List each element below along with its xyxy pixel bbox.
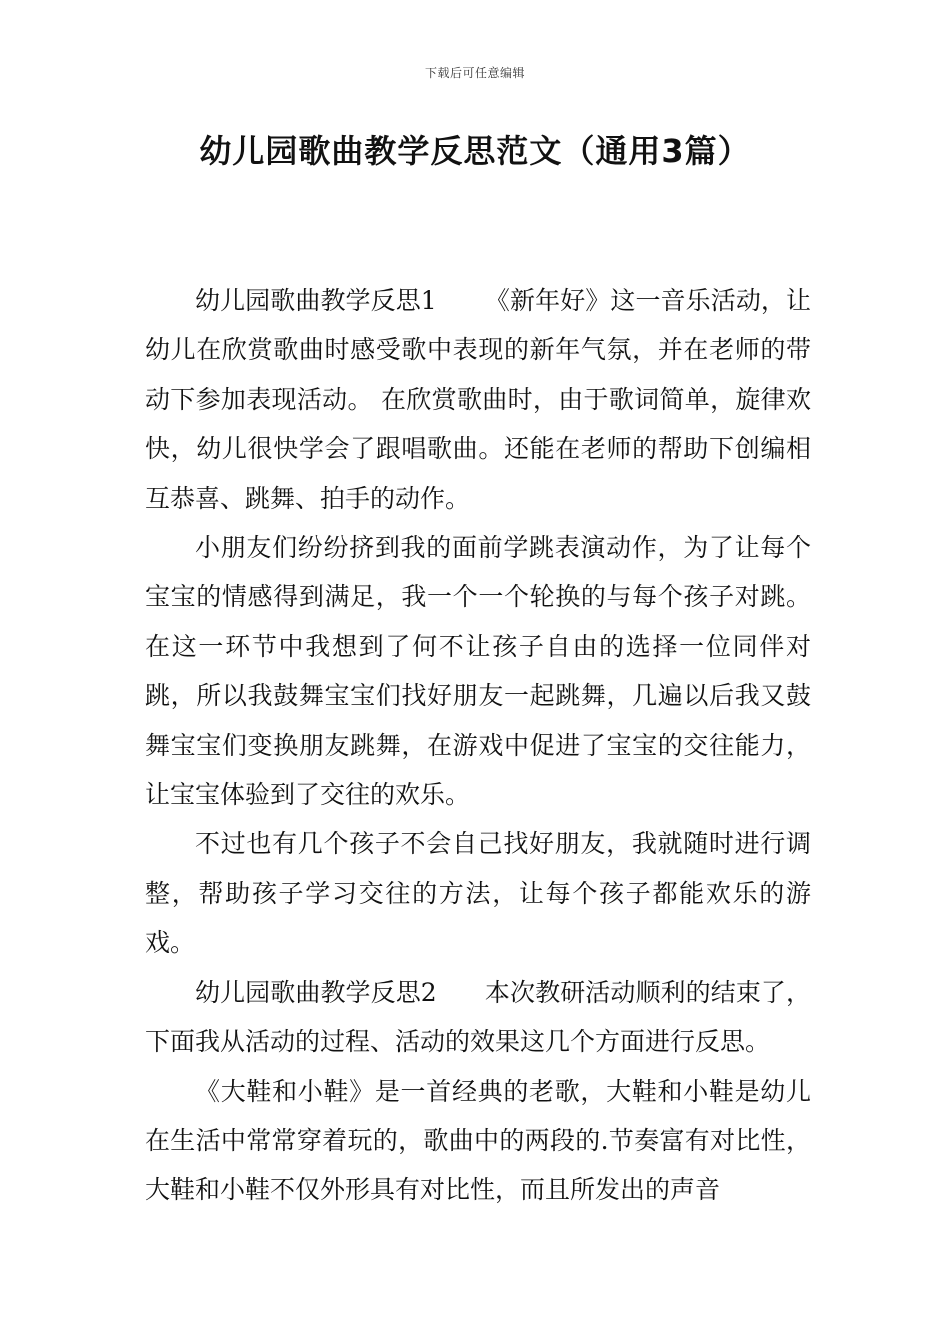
document-title: 幼儿园歌曲教学反思范文（通用3篇） — [199, 132, 751, 170]
paragraph-3: 不过也有几个孩子不会自己找好朋友，我就随时进行调整，帮助孩子学习交往的方法，让每个孩子都能欢乐的游戏。 — [145, 829, 811, 958]
paragraph-2: 小朋友们纷纷挤到我的面前学跳表演动作，为了让每个宝宝的情感得到满足，我一个一个轮换的与每个孩子对跳。在这一环节中我想到了何不让孩子自由的选择一位同伴对跳，所以我鼓舞宝宝们找好朋友一起跳舞，几遍以后我又鼓舞宝宝们变换朋友跳舞，在游戏中促进了宝宝的交往能力，让宝宝体验到了交往的欢乐。 — [145, 533, 811, 810]
paragraph-5: 《大鞋和小鞋》是一首经典的老歌，大鞋和小鞋是幼儿在生活中常常穿着玩的，歌曲中的两段的.节奏富有对比性，大鞋和小鞋不仅外形具有对比性，而且所发出的声音 — [145, 1076, 811, 1205]
paragraph-1: 幼儿园歌曲教学反思1 《新年好》这一音乐活动，让幼儿在欣赏歌曲时感受歌中表现的新年气氛，并在老师的带动下参加表现活动。 在欣赏歌曲时，由于歌词简单，旋律欢快，幼儿很快学会了跟唱歌曲。还能在老师的帮助下创编相互恭喜、跳舞、拍手的动作。 — [145, 286, 811, 513]
document-body — [145, 276, 811, 1215]
paragraph-4: 幼儿园歌曲教学反思2 本次教研活动顺利的结束了，下面我从活动的过程、活动的效果这几个方面进行反思。 — [145, 977, 811, 1057]
header-note: 下载后可任意编辑 — [424, 66, 525, 80]
